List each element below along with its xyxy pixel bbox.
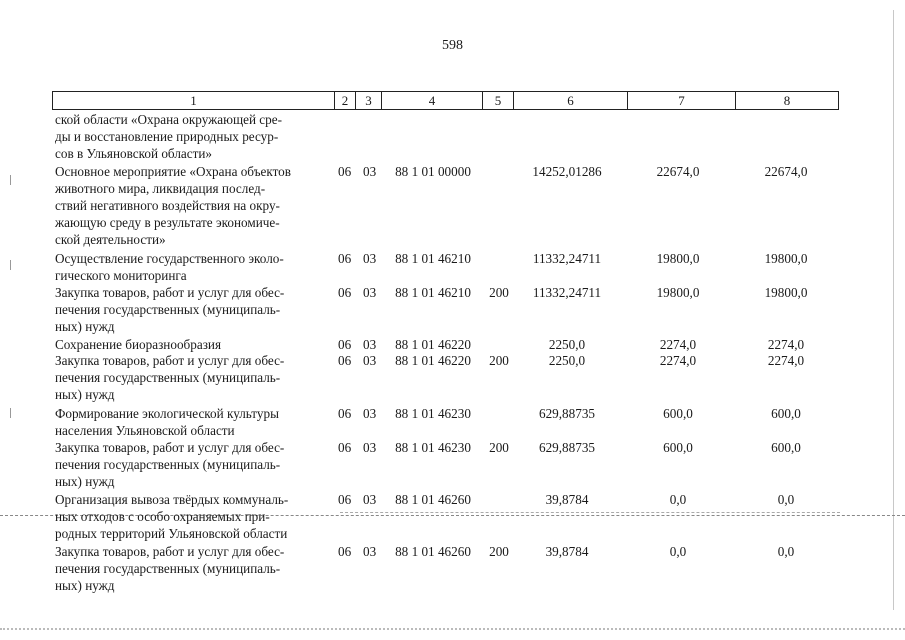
row-description-line: печения государственных (муниципаль-: [55, 457, 281, 472]
row-description-line: гического мониторинга: [55, 268, 187, 283]
header-col-2: 2: [334, 92, 355, 109]
cell-value-col7: 0,0: [669, 544, 687, 559]
cell-value-col8: 600,0: [771, 406, 801, 421]
row-description-line: печения государственных (муниципаль-: [55, 370, 281, 385]
scan-mark: [10, 408, 11, 418]
cell-subsection: 03: [363, 440, 377, 455]
row-description-line: ды и восстановление природных ресур-: [55, 129, 279, 144]
header-col-8: 8: [735, 92, 838, 109]
row-description: [55, 250, 328, 284]
cell-section: 06: [338, 353, 352, 368]
row-description-line: населения Ульяновской области: [55, 423, 235, 438]
cell-value-col6: 11332,24711: [532, 285, 602, 300]
row-description-line: ных) нужд: [55, 474, 115, 489]
row-description-line: сов в Ульяновской области»: [55, 146, 213, 161]
row-description-line: Закупка товаров, работ и услуг для обес-: [55, 353, 285, 368]
cell-subsection: 03: [363, 353, 377, 368]
row-description: [55, 336, 328, 353]
cell-value-col6: 629,88735: [538, 440, 596, 455]
row-description: [55, 284, 328, 335]
row-description-line: ных отходов с особо охраняемых при-: [55, 509, 270, 524]
cell-section: 06: [338, 251, 352, 266]
row-description-line: Закупка товаров, работ и услуг для обес-: [55, 440, 285, 455]
cell-target-code: 88 1 01 46260: [395, 544, 471, 559]
cell-section: 06: [338, 492, 352, 507]
row-description-line: Закупка товаров, работ и услуг для обес-: [55, 544, 285, 559]
cell-target-code: 88 1 01 00000: [395, 164, 471, 179]
row-description: [55, 352, 328, 403]
cell-expense-type: 200: [489, 285, 509, 300]
header-col-4: 4: [381, 92, 482, 109]
row-description-line: ных) нужд: [55, 387, 115, 402]
cell-value-col7: 600,0: [663, 440, 693, 455]
header-col-6: 6: [513, 92, 627, 109]
cell-subsection: 03: [363, 164, 377, 179]
row-description-line: печения государственных (муниципаль-: [55, 561, 281, 576]
cell-target-code: 88 1 01 46220: [395, 337, 471, 352]
header-col-5: 5: [482, 92, 513, 109]
cell-subsection: 03: [363, 544, 377, 559]
cell-value-col7: 19800,0: [656, 285, 700, 300]
cell-value-col7: 0,0: [669, 492, 687, 507]
cell-value-col8: 0,0: [777, 544, 795, 559]
cell-value-col8: 19800,0: [764, 251, 808, 266]
row-description-line: Осуществление государственного эколо-: [55, 251, 284, 266]
row-description: [55, 405, 328, 439]
cell-target-code: 88 1 01 46230: [395, 440, 471, 455]
cell-section: 06: [338, 164, 352, 179]
row-description: [55, 111, 328, 162]
cell-value-col8: 600,0: [771, 440, 801, 455]
row-description-line: Организация вывоза твёрдых коммуналь-: [55, 492, 289, 507]
row-description: [55, 439, 328, 490]
cell-value-col7: 600,0: [663, 406, 693, 421]
scan-artifact-line: [340, 512, 840, 513]
cell-value-col8: 19800,0: [764, 285, 808, 300]
row-description: [55, 543, 328, 594]
row-description-line: Основное мероприятие «Охрана объектов: [55, 164, 292, 179]
row-description-line: жающую среду в результате экономиче-: [55, 215, 280, 230]
cell-section: 06: [338, 337, 352, 352]
cell-target-code: 88 1 01 46260: [395, 492, 471, 507]
row-description-line: Сохранение биоразнообразия: [55, 337, 222, 352]
row-description-line: ской деятельности»: [55, 232, 166, 247]
page-number: 598: [442, 38, 463, 53]
scan-mark: [10, 175, 11, 185]
cell-value-col7: 19800,0: [656, 251, 700, 266]
header-col-3: 3: [355, 92, 381, 109]
cell-value-col7: 2274,0: [659, 337, 697, 352]
row-description: [55, 491, 328, 542]
cell-subsection: 03: [363, 492, 377, 507]
row-description: [55, 163, 328, 248]
cell-target-code: 88 1 01 46220: [395, 353, 471, 368]
cell-section: 06: [338, 406, 352, 421]
cell-expense-type: 200: [489, 440, 509, 455]
row-description-line: ской области «Охрана окружающей сре-: [55, 112, 282, 127]
cell-target-code: 88 1 01 46210: [395, 251, 471, 266]
scan-artifact-bottom: [0, 628, 905, 630]
cell-value-col8: 0,0: [777, 492, 795, 507]
header-col-7: 7: [627, 92, 735, 109]
cell-subsection: 03: [363, 406, 377, 421]
table-header: [52, 91, 839, 110]
cell-value-col6: 39,8784: [545, 544, 589, 559]
cell-section: 06: [338, 440, 352, 455]
cell-value-col6: 629,88735: [538, 406, 596, 421]
cell-section: 06: [338, 285, 352, 300]
scan-mark: [10, 260, 11, 270]
row-description-line: животного мира, ликвидация послед-: [55, 181, 266, 196]
row-description-line: ных) нужд: [55, 319, 115, 334]
cell-value-col6: 14252,01286: [532, 164, 602, 179]
cell-value-col6: 11332,24711: [532, 251, 602, 266]
row-description-line: ных) нужд: [55, 578, 115, 593]
cell-subsection: 03: [363, 285, 377, 300]
cell-section: 06: [338, 544, 352, 559]
cell-value-col8: 2274,0: [767, 337, 805, 352]
cell-value-col7: 22674,0: [656, 164, 700, 179]
cell-value-col6: 2250,0: [548, 353, 586, 368]
header-col-1: 1: [190, 93, 197, 108]
row-description-line: родных территорий Ульяновской области: [55, 526, 288, 541]
row-description-line: Закупка товаров, работ и услуг для обес-: [55, 285, 285, 300]
cell-subsection: 03: [363, 251, 377, 266]
cell-value-col8: 22674,0: [764, 164, 808, 179]
page-edge: [893, 10, 894, 610]
cell-expense-type: 200: [489, 353, 509, 368]
cell-expense-type: 200: [489, 544, 509, 559]
cell-target-code: 88 1 01 46210: [395, 285, 471, 300]
cell-value-col8: 2274,0: [767, 353, 805, 368]
row-description-line: Формирование экологической культуры: [55, 406, 279, 421]
cell-value-col6: 2250,0: [548, 337, 586, 352]
cell-target-code: 88 1 01 46230: [395, 406, 471, 421]
cell-value-col6: 39,8784: [545, 492, 589, 507]
cell-subsection: 03: [363, 337, 377, 352]
cell-value-col7: 2274,0: [659, 353, 697, 368]
row-description-line: печения государственных (муниципаль-: [55, 302, 281, 317]
row-description-line: ствий негативного воздействия на окру-: [55, 198, 280, 213]
